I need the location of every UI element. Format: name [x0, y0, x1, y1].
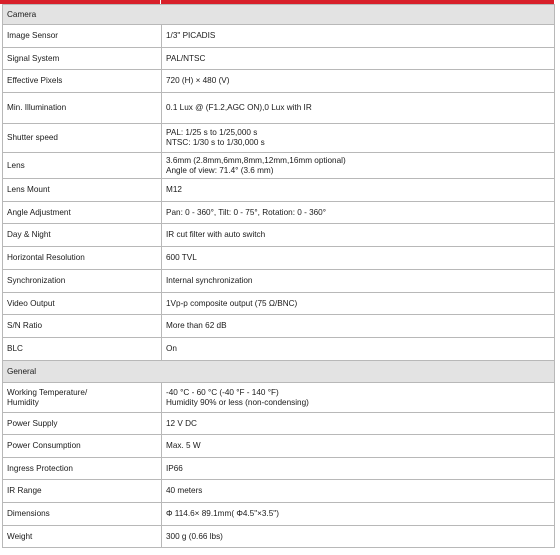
spec-label: Min. Illumination [3, 93, 162, 124]
spec-label: Power Supply [3, 413, 162, 435]
spec-label: Weight [3, 526, 162, 548]
spec-label: Power Consumption [3, 435, 162, 458]
spec-label: Video Output [3, 293, 162, 315]
spec-value: PAL/NTSC [162, 48, 555, 70]
spec-label: Signal System [3, 48, 162, 70]
spec-value: -40 °C - 60 °C (-40 °F - 140 °F) Humidity 90% or less (non-condensing) [162, 383, 555, 413]
spec-row [3, 93, 555, 124]
spec-row [3, 413, 555, 435]
section-title: Camera [3, 5, 555, 25]
spec-row [3, 224, 555, 247]
spec-value: 40 meters [162, 480, 555, 503]
spec-label: BLC [3, 338, 162, 361]
spec-value: 1/3" PICADIS [162, 25, 555, 48]
spec-row [3, 338, 555, 361]
section-header-camera [3, 5, 555, 25]
spec-value: IR cut filter with auto switch [162, 224, 555, 247]
spec-row [3, 247, 555, 270]
spec-label: Day & Night [3, 224, 162, 247]
spec-value: 3.6mm (2.8mm,6mm,8mm,12mm,16mm optional) Angle of view: 71.4° (3.6 mm) [162, 153, 555, 179]
spec-row [3, 383, 555, 413]
spec-row [3, 70, 555, 93]
spec-label: Effective Pixels [3, 70, 162, 93]
spec-label: Working Temperature/ Humidity [3, 383, 162, 413]
spec-row [3, 25, 555, 48]
spec-label: IR Range [3, 480, 162, 503]
spec-row [3, 480, 555, 503]
spec-row [3, 124, 555, 153]
spec-value: More than 62 dB [162, 315, 555, 338]
spec-label: Horizontal Resolution [3, 247, 162, 270]
spec-row [3, 202, 555, 224]
section-header-general [3, 361, 555, 383]
spec-value: 600 TVL [162, 247, 555, 270]
spec-value: Φ 114.6× 89.1mm( Φ4.5"×3.5") [162, 503, 555, 526]
spec-label: Lens [3, 153, 162, 179]
spec-label: Lens Mount [3, 179, 162, 202]
spec-row [3, 458, 555, 480]
spec-label: Ingress Protection [3, 458, 162, 480]
spec-label: Dimensions [3, 503, 162, 526]
spec-label: Angle Adjustment [3, 202, 162, 224]
spec-table [2, 4, 555, 548]
spec-row [3, 48, 555, 70]
spec-row [3, 315, 555, 338]
spec-row [3, 179, 555, 202]
spec-value: 720 (H) × 480 (V) [162, 70, 555, 93]
spec-label: Synchronization [3, 270, 162, 293]
spec-value: 300 g (0.66 lbs) [162, 526, 555, 548]
spec-row [3, 153, 555, 179]
spec-value: Internal synchronization [162, 270, 555, 293]
spec-value: 1Vp-p composite output (75 Ω/BNC) [162, 293, 555, 315]
spec-row [3, 435, 555, 458]
spec-value: 12 V DC [162, 413, 555, 435]
spec-label: S/N Ratio [3, 315, 162, 338]
spec-row [3, 293, 555, 315]
spec-value: PAL: 1/25 s to 1/25,000 s NTSC: 1/30 s to 1/30,000 s [162, 124, 555, 153]
spec-value: Max. 5 W [162, 435, 555, 458]
spec-value: On [162, 338, 555, 361]
spec-value: M12 [162, 179, 555, 202]
spec-value: 0.1 Lux @ (F1.2,AGC ON),0 Lux with IR [162, 93, 555, 124]
spec-row [3, 270, 555, 293]
spec-label: Shutter speed [3, 124, 162, 153]
spec-label: Image Sensor [3, 25, 162, 48]
section-title: General [3, 361, 555, 383]
spec-row [3, 526, 555, 548]
spec-value: IP66 [162, 458, 555, 480]
spec-value: Pan: 0 - 360°, Tilt: 0 - 75°, Rotation: 0 - 360° [162, 202, 555, 224]
spec-row [3, 503, 555, 526]
